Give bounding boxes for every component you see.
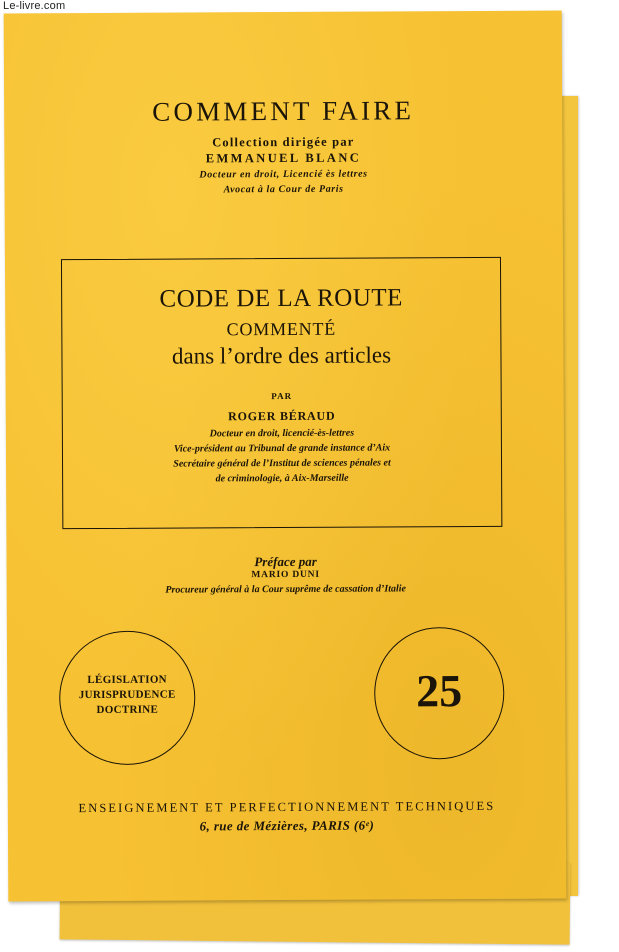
editor-credential: Docteur en droit, Licencié ès lettres: [199, 168, 368, 181]
series-title: COMMENT FAIRE: [152, 95, 415, 127]
author-credential: Secrétaire général de l’Institut de sciences pénales et: [173, 457, 391, 470]
collection-line: Collection dirigée par: [212, 134, 355, 150]
category-label: JURISPRUDENCE: [78, 688, 176, 702]
by-label: PAR: [271, 390, 293, 402]
author-credential: Docteur en droit, licencié-ès-lettres: [209, 427, 355, 440]
category-badge: [59, 630, 196, 765]
book-title-line3: dans l’ordre des articles: [171, 342, 392, 369]
book-title-line2: COMMENTÉ: [226, 318, 337, 340]
book-cover: [4, 11, 567, 902]
category-label: DOCTRINE: [96, 703, 159, 716]
editor-name: EMMANUEL BLANC: [205, 150, 362, 166]
editor-credential: Avocat à la Cour de Paris: [223, 183, 344, 196]
preface-credential: Procureur général à la Cour suprême de cassation d’Italie: [165, 583, 407, 596]
author-credential: de criminologie, à Aix-Marseille: [215, 472, 349, 485]
preface-author: MARIO DUNI: [251, 569, 320, 581]
title-frame: [61, 257, 502, 529]
volume-badge: [374, 627, 505, 760]
volume-number: 25: [416, 665, 463, 717]
publisher-name: ENSEIGNEMENT ET PERFECTIONNEMENT TECHNIQUES: [78, 798, 496, 816]
author-name: ROGER BÉRAUD: [228, 408, 336, 424]
watermark-text: Le-livre.com: [3, 0, 66, 12]
author-credential: Vice-président au Tribunal de grande instance d’Aix: [173, 442, 391, 455]
publisher-address: 6, rue de Mézières, PARIS (6ᵉ): [199, 817, 375, 834]
preface-label: Préface par: [254, 553, 317, 570]
book-title-line1: CODE DE LA ROUTE: [159, 284, 403, 313]
category-label: LÉGISLATION: [87, 673, 167, 687]
